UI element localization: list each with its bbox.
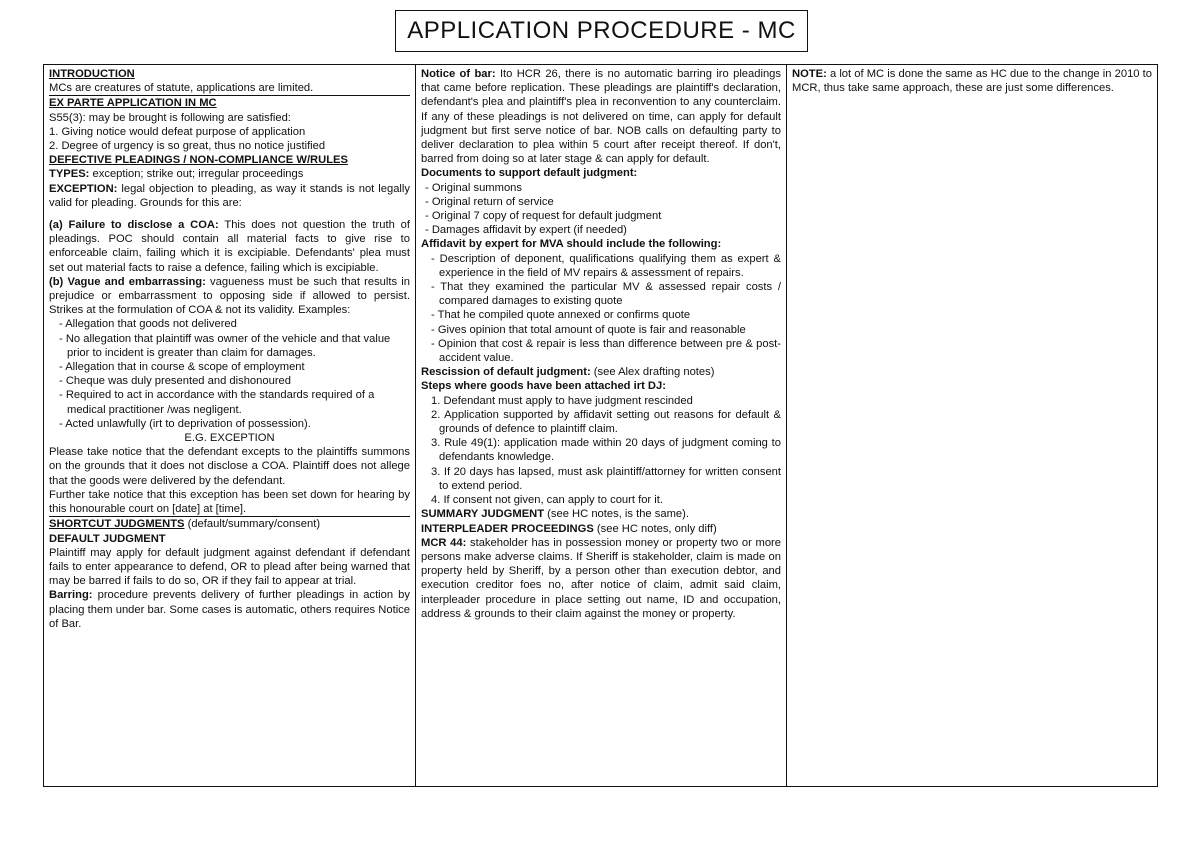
ground-b-paragraph <box>49 275 410 318</box>
ground-b-label: (b) Vague and embarrassing: <box>49 275 206 288</box>
affidavit-heading: Affidavit by expert for MVA should include the following: <box>421 238 722 251</box>
types-label: TYPES: <box>49 168 90 181</box>
documents-heading: Documents to support default judgment: <box>421 167 638 180</box>
types-paragraph <box>49 167 410 181</box>
steps-heading: Steps where goods have been attached irt DJ: <box>421 380 666 393</box>
exception-label: EXCEPTION: <box>49 182 118 195</box>
exception-paragraph <box>49 182 410 210</box>
step-item: 3. If 20 days has lapsed, must ask plaintiff/attorney for written consent to extend period. <box>431 465 781 492</box>
introduction-heading: INTRODUCTION <box>49 68 135 80</box>
shortcut-judgments-paragraph <box>49 517 410 531</box>
barring-text: procedure prevents delivery of further pleadings in action by placing them under bar. Some cases is automatic, others requires Notice of Bar. <box>49 589 410 630</box>
ex-parte-item: 1. Giving notice would defeat purpose of application <box>49 125 306 138</box>
default-judgment-heading: DEFAULT JUDGMENT <box>49 532 166 545</box>
ground-a-label: (a) Failure to disclose a COA: <box>49 219 219 232</box>
shortcut-judgments-suffix: (default/summary/consent) <box>184 518 321 531</box>
exception-text: legal objection to pleading, as way it stands is not legally valid for pleading. Grounds for this are: <box>49 182 410 209</box>
affidavit-item: - That he compiled quote annexed or confirms quote <box>431 309 691 322</box>
document-item: - Original return of service <box>425 195 554 208</box>
note-label: NOTE: <box>792 68 827 80</box>
example-item: - Allegation that goods not delivered <box>59 318 237 331</box>
affidavit-item: - Gives opinion that total amount of quote is fair and reasonable <box>431 323 746 336</box>
interpleader-label: INTERPLEADER PROCEEDINGS <box>421 522 594 535</box>
ground-a-paragraph <box>49 218 410 275</box>
example-item: - Cheque was duly presented and dishonoured <box>59 375 291 388</box>
interpleader-text: (see HC notes, only diff) <box>593 522 717 535</box>
note-text: a lot of MC is done the same as HC due to the change in 2010 to MCR, thus take same approach, these are just some differences. <box>792 68 1152 95</box>
ex-parte-heading: EX PARTE APPLICATION IN MC <box>49 97 217 110</box>
mcr-44-label: MCR 44: <box>421 536 467 549</box>
step-item: 3. Rule 49(1): application made within 20 days of judgment coming to defendants knowledge. <box>431 437 781 464</box>
shortcut-judgments-heading: SHORTCUT JUDGMENTS <box>49 518 185 531</box>
note-paragraph <box>792 67 1152 95</box>
example-exception-heading: E.G. EXCEPTION <box>184 432 275 445</box>
default-judgment-text: Plaintiff may apply for default judgment against defendant if defendant fails to enter appearance to defend, OR to plead after being warned that may be barred if fails to do so, OR if they fail to appear at trial. <box>49 546 410 588</box>
notice-of-bar-text: Ito HCR 26, there is no automatic barring iro pleadings that came before replication. These pleadings are plaintiff's declaration, defendant's plea and plaintiff's plea in reconvention to any counterclaim. If any of these pleadings is not delivered on time, can apply for default judgment but first serve notice of bar. NOB calls on defaulting party to deliver declaration to plea within 5 court after receipt thereof. If don't, barred from doing so at later stage & can apply for default. <box>421 68 781 166</box>
column-2 <box>416 65 787 786</box>
document-item: - Damages affidavit by expert (if needed) <box>425 224 627 237</box>
affidavit-item: - That they examined the particular MV & assessed repair costs / compared damages to existing quote <box>431 281 781 308</box>
barring-label: Barring: <box>49 589 93 602</box>
rescission-text: (see Alex drafting notes) <box>590 366 715 379</box>
page-title: APPLICATION PROCEDURE - MC <box>395 10 808 52</box>
interpleader-paragraph <box>421 522 781 536</box>
example-item: - No allegation that plaintiff was owner of the vehicle and that value prior to incident is greater than claim for damages. <box>59 332 391 359</box>
document-item: - Original 7 copy of request for default judgment <box>425 210 662 223</box>
example-exception-text: Please take notice that the defendant excepts to the plaintiffs summons on the grounds that it does not disclose a COA. Plaintiff does not allege that the goods were delivered by the defendant. <box>49 446 410 487</box>
affidavit-item: - Description of deponent, qualifications qualifying them as expert & experience in the field of MV repairs & assessment of repairs. <box>431 252 781 279</box>
column-1 <box>44 65 416 786</box>
affidavit-item: - Opinion that cost & repair is less than difference between pre & post-accident value. <box>431 337 781 365</box>
defective-pleadings-heading: DEFECTIVE PLEADINGS / NON-COMPLIANCE W/RULES <box>49 154 348 167</box>
introduction-text: MCs are creatures of statute, applications are limited. <box>49 81 410 96</box>
step-item: 1. Defendant must apply to have judgment rescinded <box>431 394 693 407</box>
mcr-44-paragraph <box>421 536 781 621</box>
column-3 <box>787 65 1157 786</box>
notes-table <box>43 64 1158 787</box>
ground-b-text: vagueness must be such that results in prejudice or embarrassment to opposing side if allowed to persist. Strikes at the formulation of COA & not its validity. Examples: <box>49 275 410 317</box>
ex-parte-item: 2. Degree of urgency is so great, thus no notice justified <box>49 140 326 153</box>
mcr-44-text: stakeholder has in possession money or property two or more persons make adverse claims. If Sheriff is stakeholder, claim is made on property held by Sheriff, by a person other than execution debtor, and execution creditor foes no, after notice of claim, admit said claim, interpleader procedure in place setting out name, ID and occupation, address & grounds to their claim against the money or property. <box>421 536 781 620</box>
example-item: - Required to act in accordance with the standards required of a medical practitioner /was negligent. <box>59 389 375 416</box>
step-item: 2. Application supported by affidavit setting out reasons for default & grounds of defence to plaintiff claim. <box>431 408 781 436</box>
notice-of-bar-paragraph <box>421 67 781 166</box>
ground-a-text: This does not question the truth of pleadings. POC should contain all material facts to give rise to enforceable claim, failing which it is excipiable. Defendants' plea must set out material facts to raise a defence, failing which is excipiable. <box>49 219 410 274</box>
example-item: - Acted unlawfully (irt to deprivation of possession). <box>59 417 311 430</box>
summary-judgment-text: (see HC notes, is the same). <box>544 508 689 521</box>
spacer <box>49 210 410 218</box>
types-text: exception; strike out; irregular proceedings <box>89 168 304 181</box>
rescission-paragraph <box>421 365 781 379</box>
rescission-label: Rescission of default judgment: <box>421 366 591 379</box>
notice-of-bar-label: Notice of bar: <box>421 68 496 80</box>
ex-parte-text: S55(3): may be brought is following are satisfied: <box>49 111 291 124</box>
document-item: - Original summons <box>425 181 522 194</box>
summary-judgment-paragraph <box>421 507 781 521</box>
step-item: 4. If consent not given, can apply to court for it. <box>431 494 663 507</box>
summary-judgment-label: SUMMARY JUDGMENT <box>421 508 545 521</box>
example-item: - Allegation that in course & scope of employment <box>59 361 305 374</box>
barring-paragraph <box>49 588 410 631</box>
example-exception-text: Further take notice that this exception has been set down for hearing by this honourable court on [date] at [time]. <box>49 488 410 517</box>
